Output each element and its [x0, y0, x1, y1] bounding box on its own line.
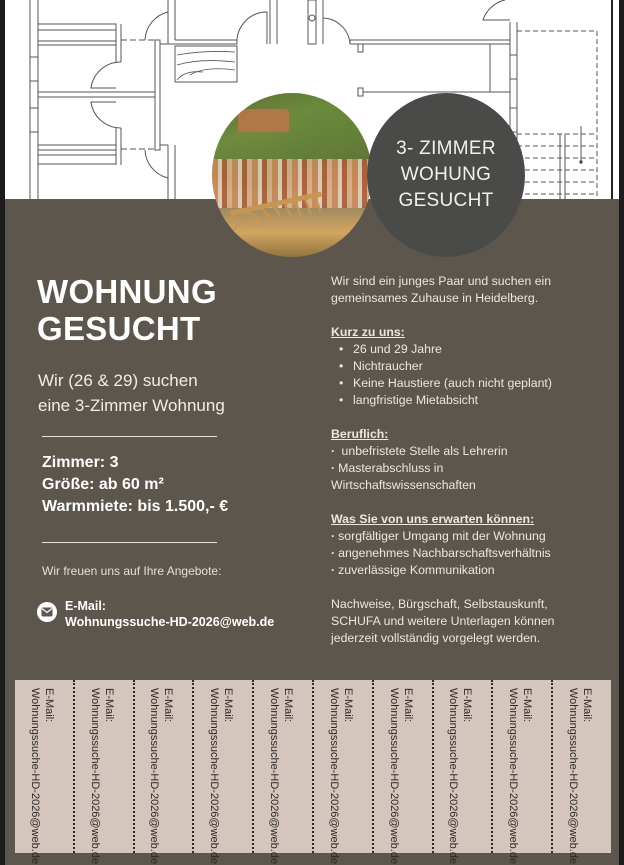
subtitle-line-2: eine 3-Zimmer Wohnung	[38, 396, 225, 415]
divider-bottom	[42, 542, 217, 543]
expect-item	[331, 528, 601, 545]
expect-section	[331, 511, 601, 579]
badge-line-2: WOHUNG	[400, 164, 492, 185]
title-line-1: WOHNUNG	[37, 273, 217, 310]
intro-line-2: gemeinsames Zuhause in Heidelberg.	[331, 291, 539, 305]
frame-edge-right	[619, 0, 624, 865]
tab-text	[566, 688, 594, 864]
email-contact[interactable]	[37, 598, 274, 630]
tab-label: E-Mail:	[581, 688, 594, 723]
job-section	[331, 426, 601, 494]
page-title	[37, 273, 217, 347]
tear-off-tab[interactable]	[194, 680, 254, 865]
details-column	[331, 273, 601, 647]
tear-off-tab[interactable]	[553, 680, 611, 865]
expect-list	[331, 528, 601, 579]
email-address[interactable]: Wohnungssuche-HD-2026@web.de	[65, 615, 275, 629]
tab-address: Wohnungssuche-HD-2026@web.de	[148, 688, 161, 865]
tear-off-tab[interactable]	[254, 680, 314, 865]
about-item: • Keine Haustiere (auch nicht geplant)	[331, 375, 601, 392]
room-badge	[367, 93, 525, 257]
divider-top	[42, 436, 217, 437]
tab-address: Wohnungssuche-HD-2026@web.de	[327, 688, 340, 865]
badge-line-3: GESUCHT	[398, 190, 494, 211]
tab-text	[147, 688, 175, 864]
tear-off-tab[interactable]	[15, 680, 75, 865]
expect-item	[331, 562, 601, 579]
tab-address: Wohnungssuche-HD-2026@web.de	[447, 688, 460, 865]
spec-size: Größe: ab 60 m²	[42, 476, 164, 493]
tab-label: E-Mail:	[282, 688, 295, 723]
subtitle	[38, 368, 225, 418]
title-line-2: GESUCHT	[37, 310, 201, 347]
documents-text	[331, 596, 601, 647]
photo-hill	[212, 93, 372, 167]
photo-castle	[238, 109, 289, 132]
job-list	[331, 443, 601, 477]
spec-rooms: Zimmer: 3	[42, 454, 119, 471]
tear-off-tab[interactable]	[314, 680, 374, 865]
tear-off-tab[interactable]	[374, 680, 434, 865]
job-item-text: Masterabschluss in	[338, 461, 444, 475]
tab-text	[446, 688, 474, 864]
job-heading: Beruflich:	[331, 427, 389, 441]
job-item	[331, 460, 601, 477]
tab-label: E-Mail:	[401, 688, 414, 723]
tab-text	[506, 688, 534, 864]
tab-address: Wohnungssuche-HD-2026@web.de	[208, 688, 221, 865]
job-item	[331, 443, 601, 460]
spec-rent: Warmmiete: bis 1.500,- €	[42, 498, 229, 515]
tab-address: Wohnungssuche-HD-2026@web.de	[268, 688, 281, 865]
flyer-page	[5, 0, 619, 865]
tab-address: Wohnungssuche-HD-2026@web.de	[88, 688, 101, 865]
tab-label: E-Mail:	[461, 688, 474, 723]
tab-address: Wohnungssuche-HD-2026@web.de	[567, 688, 580, 865]
heidelberg-photo	[212, 93, 372, 257]
docs-line-3: jederzeit vollständig vorgelegt werden.	[331, 631, 541, 645]
tab-address: Wohnungssuche-HD-2026@web.de	[387, 688, 400, 865]
tear-off-tab[interactable]	[434, 680, 494, 865]
intro-text	[331, 273, 601, 307]
badge-line-1: 3- ZIMMER	[396, 138, 496, 159]
intro-line-1: Wir sind ein junges Paar und suchen ein	[331, 274, 552, 288]
about-list	[331, 341, 601, 409]
tab-text	[207, 688, 235, 864]
tab-address: Wohnungssuche-HD-2026@web.de	[507, 688, 520, 865]
expect-heading: Was Sie von uns erwarten können:	[331, 512, 535, 526]
tab-label: E-Mail:	[42, 688, 55, 723]
job-continuation: Wirtschaftswissenschaften	[331, 478, 476, 492]
expect-item-text: zuverlässige Kommunikation	[338, 563, 495, 577]
tear-off-strip	[15, 680, 611, 865]
about-section	[331, 324, 601, 409]
tab-label: E-Mail:	[222, 688, 235, 723]
tab-text	[267, 688, 295, 864]
email-block	[65, 598, 274, 630]
specs-list	[42, 452, 228, 518]
tab-label: E-Mail:	[162, 688, 175, 723]
tear-off-tab[interactable]	[75, 680, 135, 865]
tab-text	[327, 688, 355, 864]
tab-text	[387, 688, 415, 864]
tear-off-tab[interactable]	[493, 680, 553, 865]
tab-label: E-Mail:	[341, 688, 354, 723]
about-item: • Nichtraucher	[331, 358, 601, 375]
tab-address: Wohnungssuche-HD-2026@web.de	[28, 688, 41, 865]
tear-off-tab[interactable]	[135, 680, 195, 865]
subtitle-line-1: Wir (26 & 29) suchen	[38, 371, 198, 390]
about-item: • 26 und 29 Jahre	[331, 341, 601, 358]
docs-line-1: Nachweise, Bürgschaft, Selbstauskunft,	[331, 597, 548, 611]
email-label: E-Mail:	[65, 599, 106, 613]
docs-line-2: SCHUFA und weitere Unterlagen können	[331, 614, 555, 628]
tab-text	[88, 688, 116, 864]
tab-label: E-Mail:	[102, 688, 115, 723]
thanks-text: Wir freuen uns auf Ihre Angebote:	[42, 564, 222, 578]
expect-item-text: sorgfältiger Umgang mit der Wohnung	[338, 529, 546, 543]
expect-item-text: angenehmes Nachbarschaftsverhältnis	[338, 546, 551, 560]
tab-label: E-Mail:	[521, 688, 534, 723]
envelope-icon	[37, 602, 57, 622]
about-heading: Kurz zu uns:	[331, 325, 405, 339]
job-item-text: unbefristete Stelle als Lehrerin	[338, 444, 508, 458]
about-item: • langfristige Mietabsicht	[331, 392, 601, 409]
expect-item	[331, 545, 601, 562]
tab-text	[28, 688, 56, 864]
